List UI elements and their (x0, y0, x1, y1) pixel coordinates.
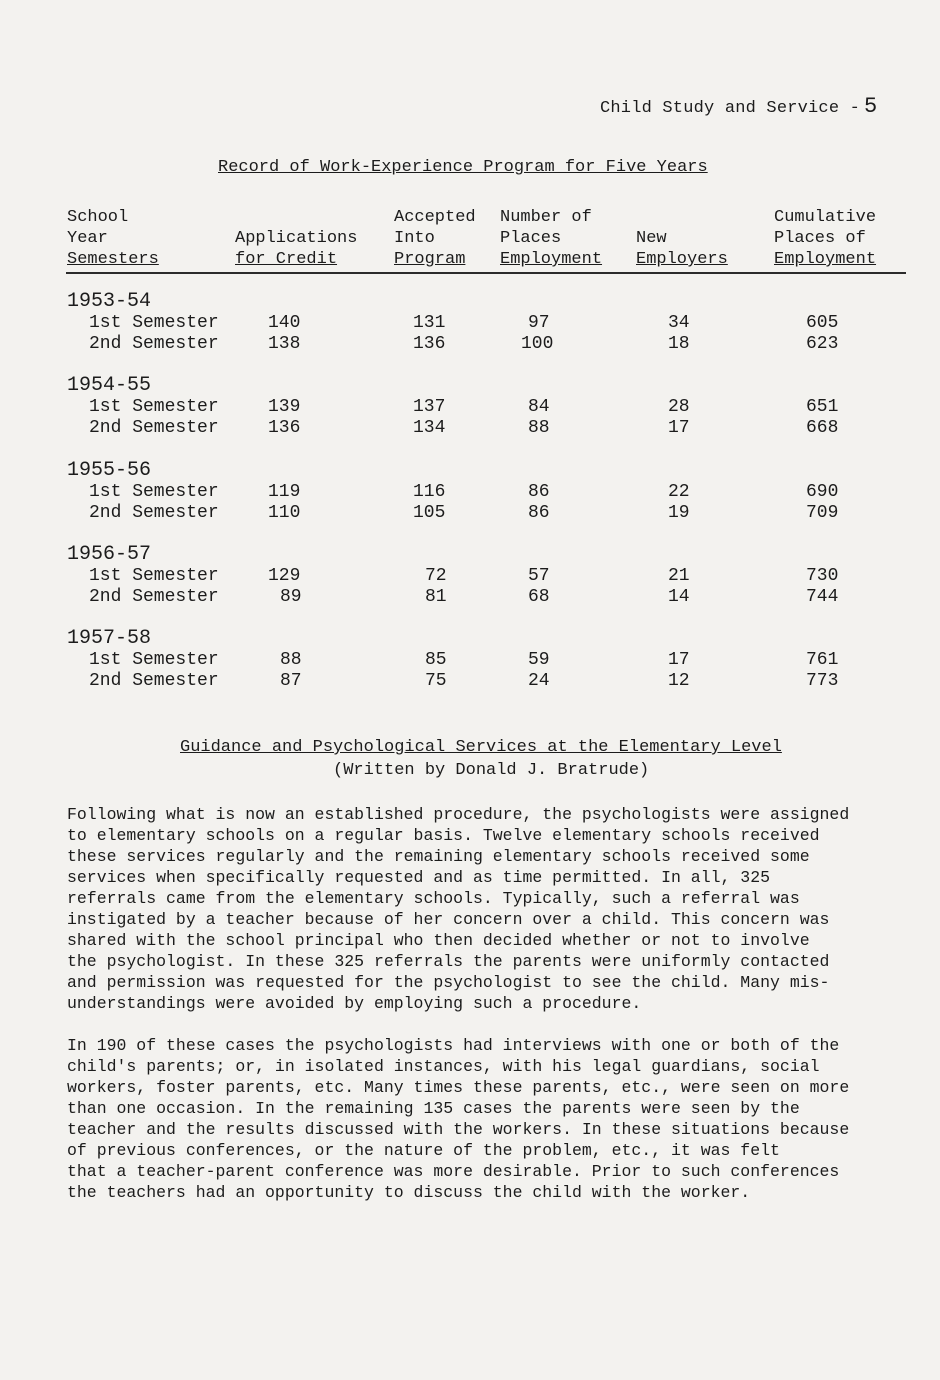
header-line: Employment (500, 250, 603, 269)
text-line: and permission was requested for the psychologist to see the child. Many mis- (67, 973, 830, 992)
table-row (0, 313, 940, 335)
cumulative-cell: 773 (806, 671, 839, 691)
text-line: referrals came from the elementary schools. Typically, such a referral was (67, 889, 800, 908)
places-cell: 97 (528, 313, 550, 333)
cumulative-cell: 709 (806, 503, 839, 523)
header-line: Employment (774, 250, 877, 269)
semester-cell: 2nd Semester (89, 418, 219, 438)
places-cell: 59 (528, 650, 550, 670)
header-line: Into (394, 229, 435, 248)
text-line: child's parents; or, in isolated instances, with his legal guardians, social (67, 1057, 820, 1076)
year-label: 1956-57 (67, 543, 152, 566)
accepted-cell: 131 (413, 313, 446, 333)
text-line: teacher and the results discussed with the workers. In these situations because (67, 1120, 850, 1139)
cumulative-cell: 668 (806, 418, 839, 438)
accepted-cell: 116 (413, 482, 446, 502)
places-cell: 84 (528, 397, 550, 417)
new-employers-cell: 28 (668, 397, 690, 417)
header-line: Number of (500, 208, 592, 227)
semester-cell: 1st Semester (89, 397, 219, 417)
header-accepted (394, 207, 476, 270)
applications-cell: 129 (268, 566, 301, 586)
text-line: to elementary schools on a regular basis. Twelve elementary schools received (67, 826, 820, 845)
header-line: Program (394, 250, 466, 269)
header-school-year (67, 207, 159, 270)
new-employers-cell: 21 (668, 566, 690, 586)
header-cumulative (774, 207, 876, 270)
table-row (0, 566, 940, 588)
text-line: shared with the school principal who then decided whether or not to involve (67, 931, 810, 950)
text-line: In 190 of these cases the psychologists had interviews with one or both of the (67, 1036, 840, 1055)
applications-cell: 110 (268, 503, 301, 523)
accepted-cell: 85 (425, 650, 447, 670)
header-line: School (67, 208, 129, 227)
table-title: Record of Work-Experience Program for Five Years (218, 158, 708, 177)
semester-cell: 2nd Semester (89, 334, 219, 354)
year-label: 1954-55 (67, 374, 152, 397)
accepted-cell: 81 (425, 587, 447, 607)
running-head (600, 94, 877, 119)
cumulative-cell: 690 (806, 482, 839, 502)
accepted-cell: 137 (413, 397, 446, 417)
semester-cell: 1st Semester (89, 313, 219, 333)
cumulative-cell: 605 (806, 313, 839, 333)
table-row (0, 334, 940, 356)
applications-cell: 87 (280, 671, 302, 691)
cumulative-cell: 744 (806, 587, 839, 607)
text-line: of previous conferences, or the nature of the problem, etc., it was felt (67, 1141, 780, 1160)
places-cell: 86 (528, 482, 550, 502)
new-employers-cell: 17 (668, 418, 690, 438)
year-label: 1957-58 (67, 627, 152, 650)
page-number: 5 (864, 94, 878, 119)
accepted-cell: 134 (413, 418, 446, 438)
semester-cell: 1st Semester (89, 482, 219, 502)
places-cell: 88 (528, 418, 550, 438)
header-line: Employers (636, 250, 728, 269)
text-line: the teachers had an opportunity to discuss the child with the worker. (67, 1183, 751, 1202)
applications-cell: 140 (268, 313, 301, 333)
header-line: Places (500, 229, 562, 248)
applications-cell: 136 (268, 418, 301, 438)
semester-cell: 2nd Semester (89, 503, 219, 523)
header-line: Applications (235, 229, 358, 248)
places-cell: 100 (521, 334, 554, 354)
accepted-cell: 136 (413, 334, 446, 354)
paragraph (67, 1035, 912, 1203)
applications-cell: 138 (268, 334, 301, 354)
new-employers-cell: 34 (668, 313, 690, 333)
text-line: understandings were avoided by employing such a procedure. (67, 994, 642, 1013)
new-employers-cell: 18 (668, 334, 690, 354)
header-applications (235, 228, 357, 270)
text-line: than one occasion. In the remaining 135 cases the parents were seen by the (67, 1099, 800, 1118)
applications-cell: 88 (280, 650, 302, 670)
new-employers-cell: 12 (668, 671, 690, 691)
year-block (0, 543, 940, 623)
header-places (500, 207, 602, 270)
accepted-cell: 105 (413, 503, 446, 523)
table-row (0, 397, 940, 419)
accepted-cell: 72 (425, 566, 447, 586)
section-author: (Written by Donald J. Bratrude) (333, 761, 650, 780)
year-block (0, 374, 940, 454)
text-line: instigated by a teacher because of her concern over a child. This concern was (67, 910, 830, 929)
text-line: Following what is now an established procedure, the psychologists were assigned (67, 805, 850, 824)
semester-cell: 1st Semester (89, 566, 219, 586)
places-cell: 24 (528, 671, 550, 691)
text-line: workers, foster parents, etc. Many times these parents, etc., were seen on more (67, 1078, 850, 1097)
header-line: Accepted (394, 208, 476, 227)
applications-cell: 139 (268, 397, 301, 417)
text-line: that a teacher-parent conference was more desirable. Prior to such conferences (67, 1162, 840, 1181)
cumulative-cell: 730 (806, 566, 839, 586)
cumulative-cell: 651 (806, 397, 839, 417)
cumulative-cell: 761 (806, 650, 839, 670)
header-line: Places of (774, 229, 866, 248)
text-line: these services regularly and the remaining elementary schools received some (67, 847, 810, 866)
table-row (0, 650, 940, 672)
header-line: Semesters (67, 250, 159, 269)
applications-cell: 119 (268, 482, 301, 502)
running-head-text: Child Study and Service - (600, 99, 861, 118)
new-employers-cell: 19 (668, 503, 690, 523)
paragraph (67, 804, 912, 1014)
accepted-cell: 75 (425, 671, 447, 691)
table-row (0, 671, 940, 693)
header-rule (66, 272, 906, 274)
table-row (0, 503, 940, 525)
new-employers-cell: 14 (668, 587, 690, 607)
text-line: services when specifically requested and as time permitted. In all, 325 (67, 868, 771, 887)
table-row (0, 587, 940, 609)
semester-cell: 1st Semester (89, 650, 219, 670)
semester-cell: 2nd Semester (89, 587, 219, 607)
places-cell: 86 (528, 503, 550, 523)
year-label: 1953-54 (67, 290, 152, 313)
year-block (0, 627, 940, 707)
year-label: 1955-56 (67, 459, 152, 482)
applications-cell: 89 (280, 587, 302, 607)
section-title: Guidance and Psychological Services at the Elementary Level (180, 738, 782, 757)
table-row (0, 418, 940, 440)
cumulative-cell: 623 (806, 334, 839, 354)
header-line: Year (67, 229, 108, 248)
table-row (0, 482, 940, 504)
new-employers-cell: 22 (668, 482, 690, 502)
header-line: for Credit (235, 250, 338, 269)
header-line: New (636, 229, 667, 248)
places-cell: 57 (528, 566, 550, 586)
year-block (0, 290, 940, 370)
places-cell: 68 (528, 587, 550, 607)
new-employers-cell: 17 (668, 650, 690, 670)
semester-cell: 2nd Semester (89, 671, 219, 691)
year-block (0, 459, 940, 539)
header-line: Cumulative (774, 208, 877, 227)
header-new-employers (636, 228, 728, 270)
text-line: the psychologist. In these 325 referrals the parents were uniformly contacted (67, 952, 830, 971)
